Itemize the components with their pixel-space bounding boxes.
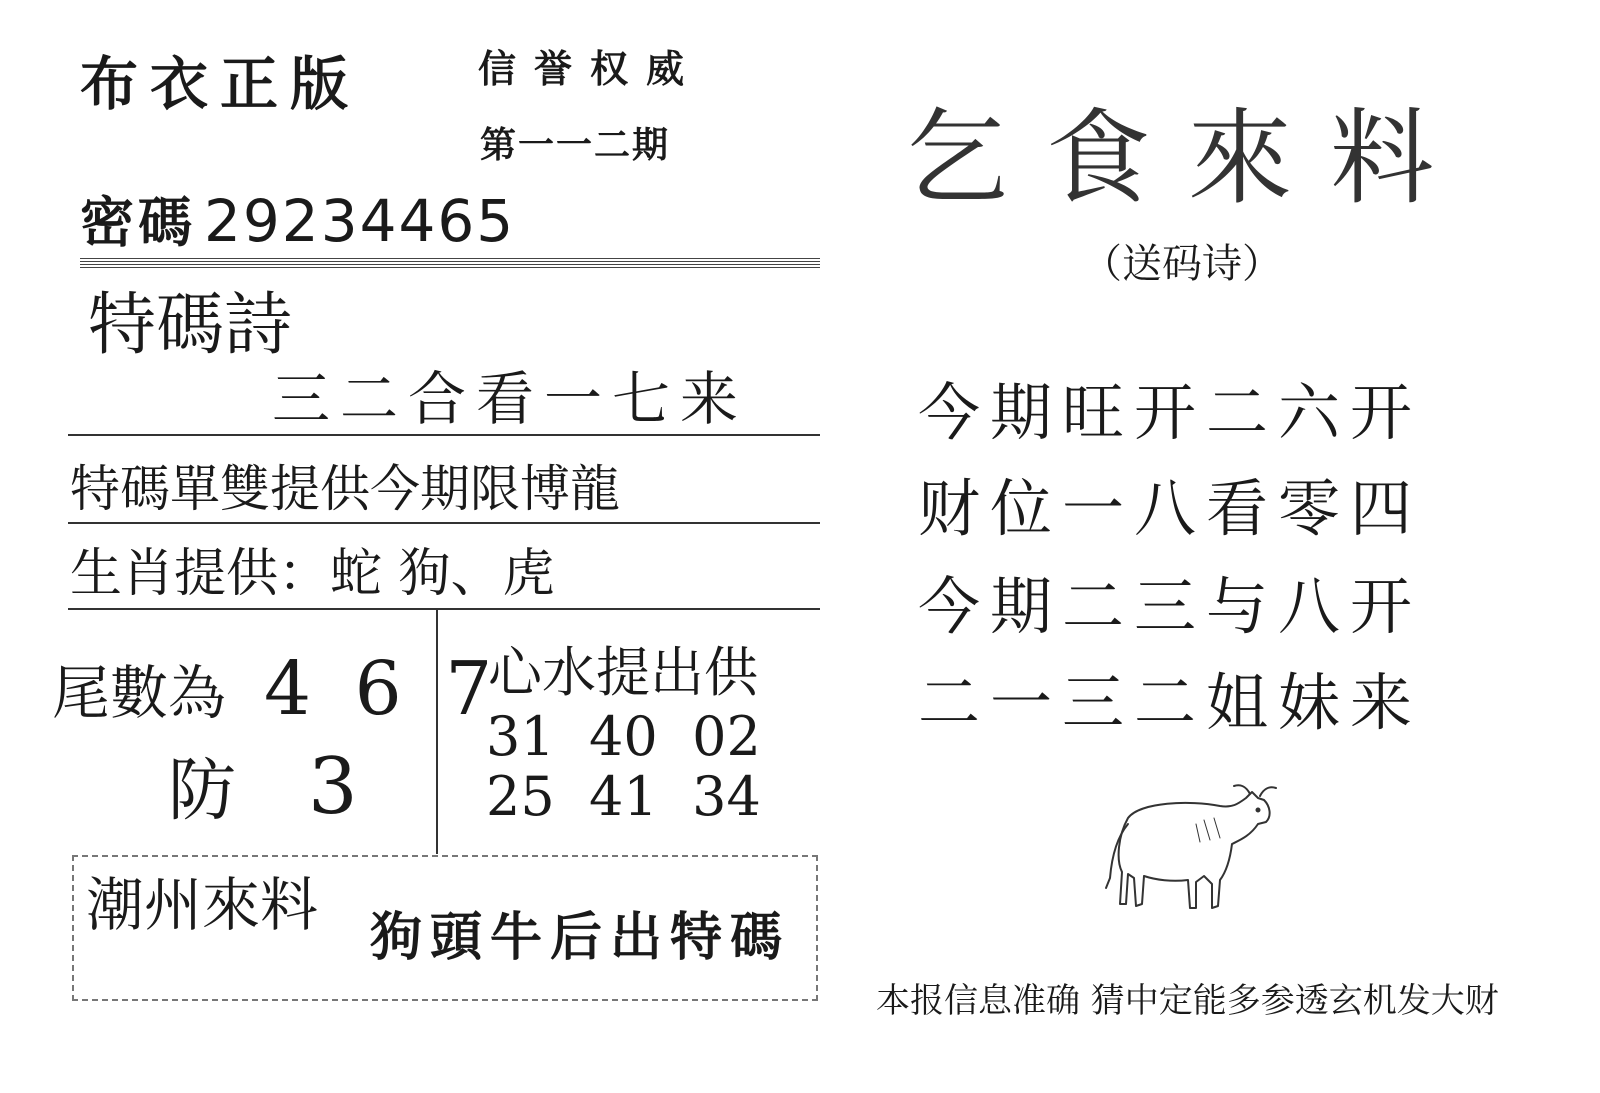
header-divider	[80, 258, 820, 268]
divider-3	[68, 608, 820, 610]
password-label: 密碼	[80, 191, 196, 254]
odd-even-text: 特碼單雙提供今期限博龍	[70, 460, 620, 518]
poem-line: 三二合看一七来	[272, 365, 749, 433]
guard-label: 防	[168, 752, 237, 831]
heart-row-1: 31 40 02	[486, 705, 761, 768]
right-line-1: 今期旺开二六开	[918, 376, 1423, 449]
heart-title: 心水提出供	[488, 641, 758, 704]
divider-2	[68, 522, 820, 524]
tail-values: 4 6 7	[264, 646, 503, 732]
issue-number: 第一一二期	[480, 125, 671, 166]
footer-text: 本报信息准确 猜中定能多参透玄机发大财	[876, 981, 1499, 1021]
divider-1	[68, 434, 820, 436]
password-value: 29234465	[204, 187, 516, 255]
right-line-4: 二一三二姐妹来	[918, 666, 1423, 739]
ox-icon	[1100, 780, 1280, 920]
header-right-title: 信誉权威	[478, 47, 703, 91]
right-subtitle: （送码诗）	[1082, 241, 1282, 287]
chaozhou-label: 潮州來料	[86, 871, 319, 939]
poem-title: 特碼詩	[88, 286, 293, 365]
zodiac-text: 生肖提供：蛇 狗、虎	[70, 544, 555, 604]
header-left-title: 布衣正版	[80, 50, 361, 118]
right-line-3: 今期二三与八开	[918, 570, 1423, 643]
right-title: 乞食來料	[904, 97, 1473, 219]
tail-label: 尾數為	[52, 659, 227, 727]
chaozhou-text: 狗頭牛后出特碼	[370, 908, 791, 968]
heart-row-2: 25 41 34	[486, 765, 761, 828]
right-line-2: 财位一八看零四	[918, 472, 1423, 545]
guard-value: 3	[308, 742, 358, 832]
